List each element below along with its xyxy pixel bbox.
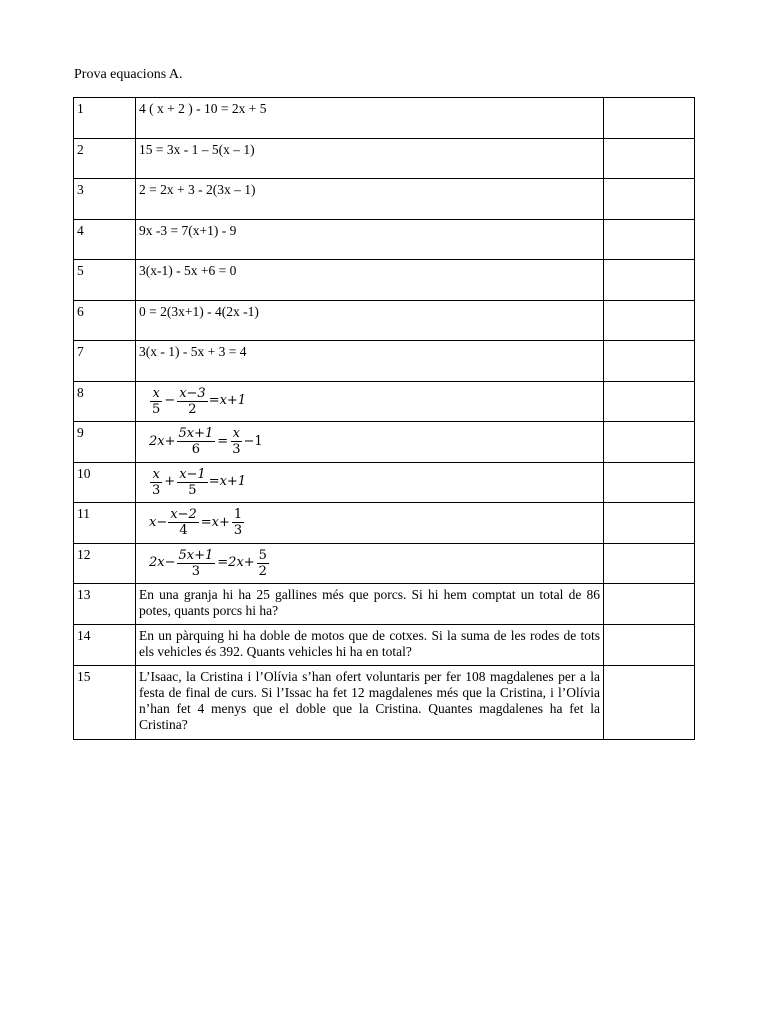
denominator: 3 <box>233 523 243 538</box>
row-number: 15 <box>74 666 136 740</box>
table-row <box>74 98 695 139</box>
left-term: x− <box>149 514 168 530</box>
operator: − <box>164 393 176 408</box>
equation <box>136 462 604 503</box>
numerator: 1 <box>233 507 243 522</box>
right-side: =x+1 <box>208 474 247 489</box>
denominator: 3 <box>152 482 161 498</box>
answer-cell[interactable] <box>604 341 695 382</box>
row-number: 12 <box>74 543 136 584</box>
row-number: 7 <box>74 341 136 382</box>
equation <box>136 543 604 584</box>
table-row <box>74 543 695 584</box>
fraction <box>150 386 162 417</box>
equation: 0 = 2(3x+1) - 4(2x -1) <box>136 300 604 341</box>
equation <box>136 381 604 422</box>
row-number: 3 <box>74 179 136 220</box>
table-row <box>74 462 695 503</box>
fraction-equation <box>149 548 270 579</box>
denominator: 6 <box>191 442 201 457</box>
right-term: −1 <box>243 433 263 449</box>
equation: 15 = 3x - 1 – 5(x – 1) <box>136 138 604 179</box>
fraction <box>177 386 208 417</box>
numerator: x <box>152 385 160 401</box>
answer-cell[interactable] <box>604 462 695 503</box>
row-number: 13 <box>74 584 136 625</box>
row-number: 8 <box>74 381 136 422</box>
answer-cell[interactable] <box>604 300 695 341</box>
word-problem: En una granja hi ha 25 gallines més que porcs. Si hi hem comptat un total de 86 potes, quants porcs hi ha? <box>136 584 604 625</box>
denominator: 2 <box>258 563 267 579</box>
row-number: 2 <box>74 138 136 179</box>
operator: = <box>217 433 229 449</box>
numerator: x <box>152 466 160 482</box>
answer-cell[interactable] <box>604 98 695 139</box>
table-row <box>74 341 695 382</box>
equation: 2 = 2x + 3 - 2(3x – 1) <box>136 179 604 220</box>
answer-cell[interactable] <box>604 543 695 584</box>
table-row <box>74 625 695 666</box>
fraction <box>177 548 216 579</box>
word-problem: En un pàrquing hi ha doble de motos que de cotxes. Si la suma de les rodes de tots els vehicles és 392. Quants vehicles hi ha en total? <box>136 625 604 666</box>
denominator: 3 <box>232 442 241 457</box>
row-number: 1 <box>74 98 136 139</box>
row-number: 5 <box>74 260 136 301</box>
table-row <box>74 260 695 301</box>
numerator: 5 <box>258 547 267 563</box>
table-row <box>74 219 695 260</box>
equation: 4 ( x + 2 ) - 10 = 2x + 5 <box>136 98 604 139</box>
left-term: 2x+ <box>149 433 176 449</box>
fraction <box>177 467 208 498</box>
fraction-equation <box>149 426 263 457</box>
fraction-equation <box>149 386 246 417</box>
fraction <box>257 548 269 579</box>
left-term: 2x− <box>149 555 176 570</box>
fraction-equation <box>149 467 246 498</box>
numerator: x <box>232 426 240 441</box>
table-row <box>74 179 695 220</box>
row-number: 4 <box>74 219 136 260</box>
table-row <box>74 584 695 625</box>
answer-cell[interactable] <box>604 422 695 463</box>
operator: =x+ <box>200 514 230 530</box>
answer-cell[interactable] <box>604 666 695 740</box>
row-number: 10 <box>74 462 136 503</box>
answer-cell[interactable] <box>604 584 695 625</box>
answer-cell[interactable] <box>604 138 695 179</box>
equation: 9x -3 = 7(x+1) - 9 <box>136 219 604 260</box>
answer-cell[interactable] <box>604 219 695 260</box>
equation: 3(x-1) - 5x +6 = 0 <box>136 260 604 301</box>
equation <box>136 503 604 544</box>
denominator: 5 <box>188 482 197 498</box>
operator: =2x+ <box>217 555 255 570</box>
answer-cell[interactable] <box>604 260 695 301</box>
numerator: x−3 <box>179 385 206 401</box>
numerator: 5x+1 <box>178 547 214 563</box>
table-row <box>74 138 695 179</box>
table-row <box>74 422 695 463</box>
numerator: x−1 <box>179 466 206 482</box>
numerator: 5x+1 <box>178 426 214 441</box>
word-problem: L’Isaac, la Cristina i l’Olívia s’han ofert voluntaris per fer 108 magdalenes per a la festa de final de curs. Si l’Issac ha fet 12 magdalenes més que la Cristina, i l’Olívia n’han fet 4 menys que el doble que la Cristina. Quantes magdalenes ha fet la Cristina? <box>136 666 604 740</box>
numerator: x−2 <box>170 507 197 522</box>
page-title: Prova equacions A. <box>74 67 183 82</box>
fraction <box>177 426 216 457</box>
fraction <box>230 426 242 457</box>
equation <box>136 422 604 463</box>
answer-cell[interactable] <box>604 503 695 544</box>
fraction-equation <box>149 507 245 538</box>
denominator: 2 <box>188 401 197 417</box>
fraction <box>232 507 244 538</box>
fraction <box>168 507 199 538</box>
answer-cell[interactable] <box>604 381 695 422</box>
row-number: 14 <box>74 625 136 666</box>
operator: + <box>164 474 176 489</box>
table-row <box>74 666 695 740</box>
table-row <box>74 300 695 341</box>
fraction <box>150 467 162 498</box>
denominator: 5 <box>152 401 161 417</box>
table-row <box>74 503 695 544</box>
denominator: 4 <box>179 523 188 538</box>
answer-cell[interactable] <box>604 179 695 220</box>
right-side: =x+1 <box>208 393 247 408</box>
row-number: 9 <box>74 422 136 463</box>
answer-cell[interactable] <box>604 625 695 666</box>
row-number: 6 <box>74 300 136 341</box>
exercise-table <box>73 97 695 740</box>
table-row <box>74 381 695 422</box>
equation: 3(x - 1) - 5x + 3 = 4 <box>136 341 604 382</box>
denominator: 3 <box>191 563 201 579</box>
row-number: 11 <box>74 503 136 544</box>
